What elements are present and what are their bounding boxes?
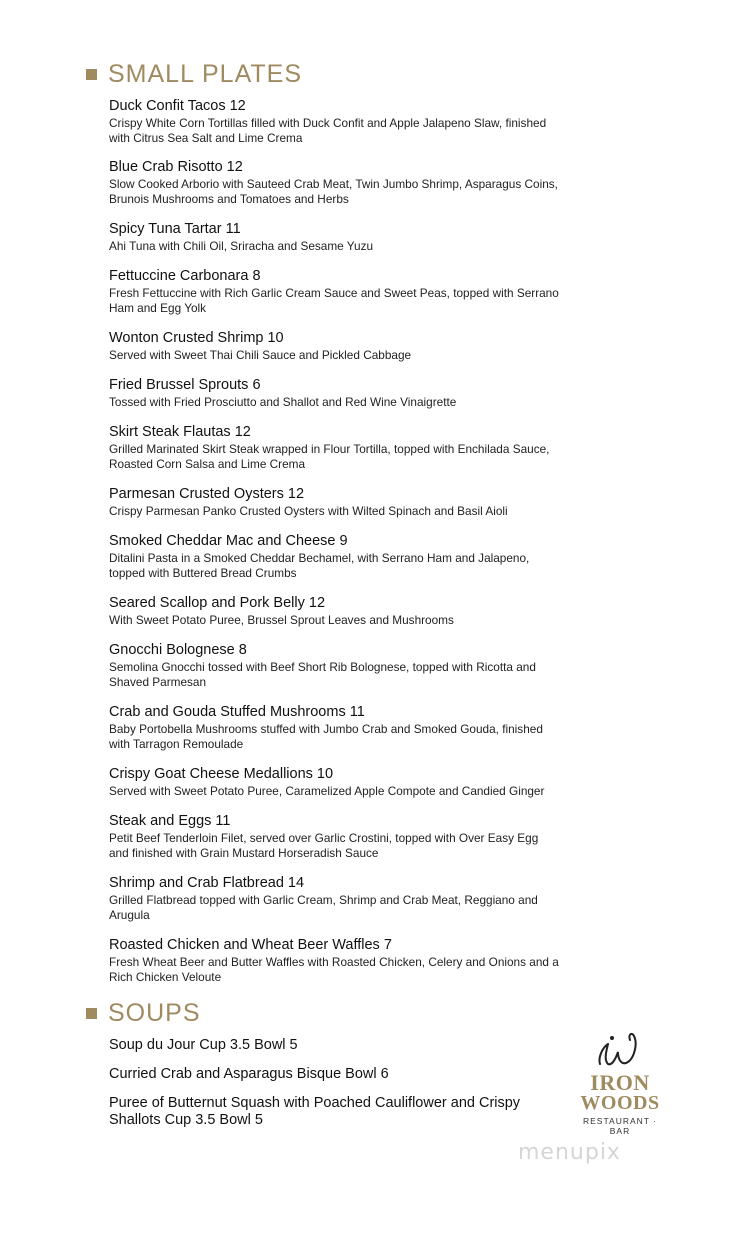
small-plates-title: SMALL PLATES [108, 60, 303, 88]
logo-subtitle: RESTAURANT · BAR [582, 1116, 658, 1136]
soups-header [86, 999, 201, 1028]
menu-item-description: Served with Sweet Thai Chili Sauce and Pickled Cabbage [109, 348, 412, 362]
menu-item [109, 595, 559, 628]
menu-item [109, 875, 559, 923]
menu-item-description: Ditalini Pasta in a Smoked Cheddar Bechamel, with Serrano Ham and Jalapeno, topped with Buttered Bread Crumbs [109, 551, 530, 580]
menu-item [109, 159, 559, 207]
menu-item [109, 268, 559, 316]
menu-item-name: Steak and Eggs 11 [109, 813, 231, 829]
menu-item-description: Grilled Marinated Skirt Steak wrapped in Flour Tortilla, topped with Enchilada Sauce, Roasted Corn Salsa and Lime Crema [109, 442, 550, 471]
small-plates-header [86, 60, 302, 89]
menu-item-name: Duck Confit Tacos 12 [109, 98, 246, 114]
menu-item [109, 221, 559, 254]
menu-item-name: Crab and Gouda Stuffed Mushrooms 11 [109, 704, 365, 720]
menu-item-name: Shrimp and Crab Flatbread 14 [109, 875, 305, 891]
menu-item [109, 766, 559, 799]
menu-item [109, 486, 559, 519]
menu-item-name: Smoked Cheddar Mac and Cheese 9 [109, 533, 348, 549]
menu-item [109, 937, 559, 985]
logo-woods-text: WOODS [580, 1092, 660, 1114]
menu-item-name: Roasted Chicken and Wheat Beer Waffles 7 [109, 937, 392, 953]
soups-title: SOUPS [108, 999, 201, 1027]
menu-item-name: Parmesan Crusted Oysters 12 [109, 486, 305, 502]
logo-iron-text: IRON [590, 1070, 650, 1095]
menu-item-description: Grilled Flatbread topped with Garlic Cream, Shrimp and Crab Meat, Reggiano and Arugula [109, 893, 538, 922]
menu-item [109, 377, 559, 410]
menu-item-name: Fried Brussel Sprouts 6 [109, 377, 261, 393]
menu-item [109, 642, 559, 690]
menu-item-description: Fresh Wheat Beer and Butter Waffles with Roasted Chicken, Celery and Onions and a Rich Chicken Veloute [109, 955, 559, 984]
menu-item-description: Fresh Fettuccine with Rich Garlic Cream Sauce and Sweet Peas, topped with Serrano Ham and Egg Yolk [109, 286, 559, 315]
menu-item-name: Spicy Tuna Tartar 11 [109, 221, 241, 237]
iron-woods-logo [572, 1030, 672, 1136]
menu-item [109, 330, 559, 363]
soup-item: Soup du Jour Cup 3.5 Bowl 5 [109, 1037, 298, 1053]
menupix-watermark: menupix [518, 1140, 621, 1165]
soup-item: Curried Crab and Asparagus Bisque Bowl 6 [109, 1066, 389, 1082]
menu-item-description: Tossed with Fried Prosciutto and Shallot and Red Wine Vinaigrette [109, 395, 457, 409]
script-iw-icon [594, 1030, 648, 1070]
menu-item-name: Blue Crab Risotto 12 [109, 159, 243, 175]
menu-item [109, 424, 559, 472]
menu-item-name: Seared Scallop and Pork Belly 12 [109, 595, 326, 611]
menu-item-name: Gnocchi Bolognese 8 [109, 642, 247, 658]
menu-item-name: Wonton Crusted Shrimp 10 [109, 330, 284, 346]
menu-item [109, 98, 559, 146]
menu-item-description: Crispy White Corn Tortillas filled with Duck Confit and Apple Jalapeno Slaw, finished with Citrus Sea Salt and Lime Crema [109, 116, 547, 145]
menu-item-name: Skirt Steak Flautas 12 [109, 424, 251, 440]
small-plates-list [109, 98, 559, 985]
menu-item-description: Ahi Tuna with Chili Oil, Sriracha and Sesame Yuzu [109, 239, 374, 253]
menu-item-description: With Sweet Potato Puree, Brussel Sprout Leaves and Mushrooms [109, 613, 454, 627]
section-bullet-icon [86, 69, 97, 80]
menu-item [109, 533, 559, 581]
menu-item-name: Crispy Goat Cheese Medallions 10 [109, 766, 334, 782]
menu-item-name: Fettuccine Carbonara 8 [109, 268, 261, 284]
menu-item [109, 813, 559, 861]
menu-item [109, 704, 559, 752]
menu-item-description: Semolina Gnocchi tossed with Beef Short Rib Bolognese, topped with Ricotta and Shaved Parmesan [109, 660, 536, 689]
section-bullet-icon [86, 1008, 97, 1019]
menu-item-description: Baby Portobella Mushrooms stuffed with Jumbo Crab and Smoked Gouda, finished with Tarragon Remoulade [109, 722, 543, 751]
menu-item-description: Petit Beef Tenderloin Filet, served over Garlic Crostini, topped with Over Easy Egg and finished with Grain Mustard Horseradish Sauce [109, 831, 539, 860]
menu-item-description: Crispy Parmesan Panko Crusted Oysters with Wilted Spinach and Basil Aioli [109, 504, 508, 518]
menu-item-description: Slow Cooked Arborio with Sauteed Crab Meat, Twin Jumbo Shrimp, Asparagus Coins, Brunois Mushrooms and Tomatoes and Herbs [109, 177, 558, 206]
soups-list [109, 1037, 559, 1129]
menu-item-description: Served with Sweet Potato Puree, Caramelized Apple Compote and Candied Ginger [109, 784, 545, 798]
soup-item: Puree of Butternut Squash with Poached Cauliflower and Crispy Shallots Cup 3.5 Bowl 5 [109, 1095, 521, 1128]
